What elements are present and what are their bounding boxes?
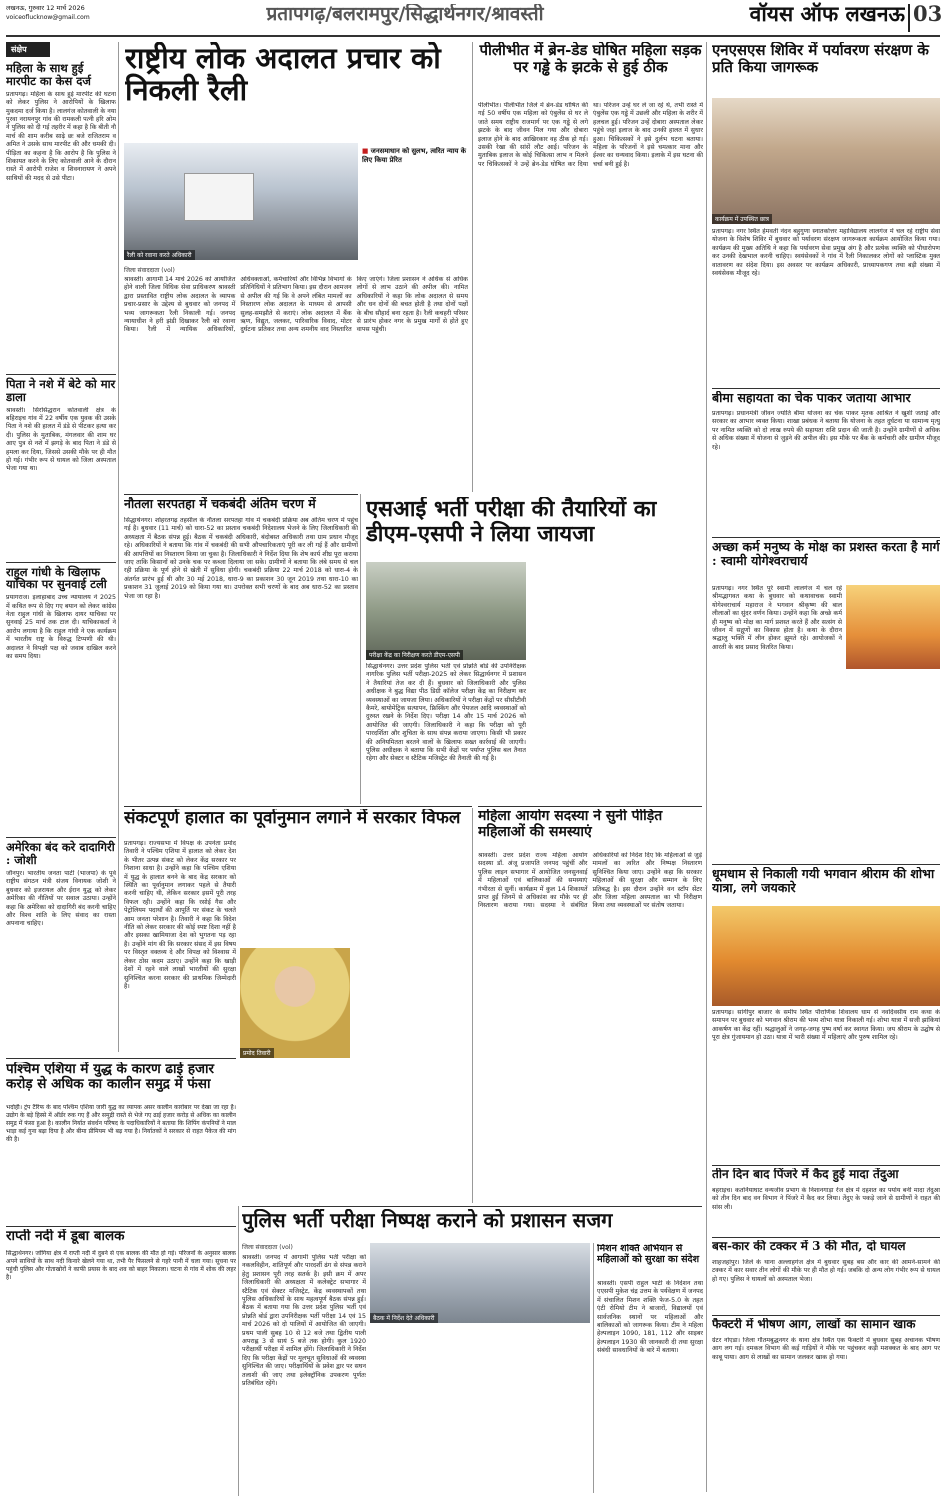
briefs-column [6,42,116,1055]
rally-photo [124,143,358,260]
police-text-cont [370,1326,590,1494]
brief-headline: पिता ने नशे में बेटे को मार डाला [6,376,116,404]
divider [124,494,358,495]
divider [712,864,940,865]
si-text: सिद्धार्थनगर। उत्तर प्रदेश पुलिस भर्ती एवं प्रोन्नति बोर्ड की उपनिरीक्षक नागरिक पुलिस भर्ती परीक्षा-2025 को लेकर सिद्धार्थनगर में प्रशासन ने तैयारियां तेज कर दी हैं। बुधवार को जिलाधिकारी और पुलिस अधीक्षक ने बुद्ध विद्या पीठ डिग्री कॉलेज परीक्षा केंद्र का निरीक्षण कर व्यवस्थाओं का जायजा लिया। अधिकारियों ने परीक्षा केंद्रों पर सीसीटीवी कैमरे, बायोमेट्रिक सत्यापन, फ्रिस्किंग और पेयजल आदि व्यवस्थाओं को दुरुस्त रखने के निर्देश दिए। परीक्षा 14 और 15 मार्च 2026 को आयोजित की जाएगी। जिलाधिकारी ने कहा कि परीक्षा को पूरी पारदर्शिता और शुचिता के साथ संपन्न कराया जाएगा। किसी भी प्रकार की अनियमितता बरतने वालों के खिलाफ सख्त कार्रवाई की जाएगी। पुलिस अधीक्षक ने बताया कि सभी केंद्रों पर पर्याप्त पुलिस बल तैनात रहेगा और सेक्टर व स्टैटिक मजिस्ट्रेट की तैनाती की गई है। [366,663,526,763]
crisis-text-cont [240,840,350,944]
rally-headline: राष्ट्रीय लोक अदालत प्रचार को निकली रैली [125,42,441,108]
nss-headline: एनएसएस शिविर में पर्यावरण संरक्षण के प्रति किया जागरूक [712,42,929,76]
column-rule [118,42,119,1052]
photo-caption: बैठक में निर्देश देते अधिकारी [370,1313,438,1323]
bus-text: शाहजहांपुर। जिले के थाना अल्लाहगंज क्षेत्र में बुधवार सुबह बस और कार की आमने-सामने की टक्कर में कार सवार तीन लोगों की मौके पर ही मौत हो गई। जबकि दो अन्य लोग गंभीर रूप से घायल हो गए। पुलिस ने घायलों को अस्पताल भेजा। [712,1259,940,1283]
column-rule [238,1206,239,1496]
rally-text: श्रावस्ती। आगामी 14 मार्च 2026 को आयोजित होने वाली जिला विधिक सेवा प्राधिकरण श्रावस्ती द्वारा प्रस्तावित राष्ट्रीय लोक अदालत के व्यापक प्रचार-प्रसार के उद्देश्य से बुधवार को जनपद में भव्य जागरूकता रैली निकाली गई। जनपद न्यायाधीश ने हरी झंडी दिखाकर रैली को रवाना किया। रैली में न्यायिक अधिकारियों, अधिवक्ताओं, कर्मचारियों और विभिन्न विभागों के प्रतिनिधियों ने प्रतिभाग किया। इस दौरान आमजन से अपील की गई कि वे अपने लंबित मामलों का निस्तारण लोक अदालत के माध्यम से आपसी सुलह-समझौते से कराएं। लोक अदालत में बैंक ऋण, विद्युत, जलकर, पारिवारिक विवाद, मोटर दुर्घटना प्रतिकर तथा अन्य शमनीय वाद निस्तारित किए जाएंगे। जिला प्रशासन ने अधिक से अधिक लोगों से लाभ उठाने की अपील की। नामित अधिकारियों ने कहा कि लोक अदालत से समय और धन दोनों की बचत होती है तथा दोनों पक्षों के बीच सौहार्द बना रहता है। रैली कचहरी परिसर से प्रारंभ होकर नगर के प्रमुख मार्गों से होते हुए वापस पहुंची। [124,276,468,334]
masthead-rule [6,35,940,37]
crisis-text-cont2 [354,840,468,1206]
divider [712,388,940,389]
divider [478,806,702,807]
brief-headline: महिला के साथ हुई मारपीट का केस दर्ज [6,61,91,88]
rally-dateline: जिला संवाददाता (vol) [124,267,175,274]
brand-name: वॉयस ऑफ लखनऊ [749,2,905,26]
mission-text: श्रावस्ती। एसपी राहुल भाटी के निर्देशन तथा एएसपी मुकेश चंद्र उत्तम के पर्यवेक्षण में जनपद में संचालित मिशन शक्ति फेज-5.0 के तहत एंटी रोमियो टीम ने बाजारों, विद्यालयों एवं सार्वजनिक स्थानों पर महिलाओं और बालिकाओं को जागरूक किया। टीम ने महिला हेल्पलाइन 1090, 181, 112 और साइबर हेल्पलाइन 1930 की जानकारी दी तथा सुरक्षा संबंधी सावधानियों के बारे में बताया। [597,1280,703,1355]
column-rule [593,1243,594,1493]
si-photo [366,562,526,660]
divider [6,562,116,563]
contact-email: voiceoflucknow@gmail.com [6,14,90,21]
west-asia-headline: पश्चिम एशिया में युद्ध के कारण ढाई हजार करोड़ से अधिक का कालीन समुद्र में फंसा [6,1062,215,1093]
shriram-photo [712,906,940,1006]
shriram-text: प्रतापगढ़। सांगीपुर बाजार के समीप स्थित पौराणिक शिवालय धाम से नवदिवसीय राम कथा के समापन पर बुधवार को भगवान श्रीराम की भव्य शोभा यात्रा निकाली गई। शोभा यात्रा में सजी झांकियां आकर्षण का केंद्र रहीं। श्रद्धालुओं ने जगह-जगह पुष्प वर्षा कर स्वागत किया। जय श्रीराम के उद्घोष से पूरा क्षेत्र गुंजायमान हो उठा। यात्रा में भारी संख्या में महिलाएं और पुरुष शामिल रहे। [712,1009,940,1042]
crisis-headline: संकटपूर्ण हालात का पूर्वानुमान लगाने में सरकार विफल [124,809,461,828]
crisis-text: प्रतापगढ़। राज्यसभा में विपक्ष के उपनेता प्रमोद तिवारी ने पश्चिम एशिया में हालात को लेकर देश के भीतर उत्पन्न संकट को लेकर केंद्र सरकार पर निशाना साधा है। उन्होंने कहा कि पश्चिम एशिया में युद्ध के हालात बनने के बाद केंद्र सरकार को स्थिति का पूर्वानुमान लगाकर पहले से तैयारी करनी चाहिए थी, लेकिन सरकार इसमें पूरी तरह विफल रही। उन्होंने कहा कि रसोई गैस और पेट्रोलियम पदार्थों की आपूर्ति पर संकट के चलते आम जनता परेशान है। तिवारी ने कहा कि विदेश नीति को लेकर सरकार की कोई स्पष्ट दिशा नहीं है और इसका खामियाजा देश को भुगतना पड़ रहा है। उन्होंने मांग की कि सरकार संसद में इस विषय पर विस्तृत वक्तव्य दे और विपक्ष को विश्वास में लेकर ठोस कदम उठाए। उन्होंने कहा कि खाड़ी देशों में रहने वाले लाखों भारतीयों की सुरक्षा सुनिश्चित करना सरकार की प्राथमिक जिम्मेदारी है। [124,840,236,990]
si-text-cont [530,562,702,803]
nss-text: प्रतापगढ़। नगर स्थित हेमवती नंदन बहुगुणा स्नातकोत्तर महाविद्यालय लालगंज में चल रहे राष्ट्रीय सेवा योजना के विशेष शिविर में बुधवार को पर्यावरण संरक्षण जागरूकता कार्यक्रम आयोजित किया गया। कार्यक्रम की मुख्य अतिथि ने कहा कि पर्यावरण सेवा प्रमुख अंग है और प्रत्येक व्यक्ति को पौधारोपण कर उनकी देखभाल करनी चाहिए। स्वयंसेवकों ने गांव में रैली निकालकर लोगों को प्लास्टिक मुक्त वातावरण का संदेश दिया। इस अवसर पर कार्यक्रम अधिकारी, प्राध्यापकगण तथा बड़ी संख्या में स्वयंसेवक मौजूद रहे। [712,228,940,278]
photo-caption: प्रमोद तिवारी [240,1048,274,1058]
mahila-text: श्रावस्ती। उत्तर प्रदेश राज्य महिला आयोग सदस्या डॉ. अंजू प्रजापति जनपद पहुंचीं और पुलिस लाइन सभागार में आयोजित जनसुनवाई में महिलाओं एवं बालिकाओं की समस्याएं गंभीरता से सुनीं। कार्यक्रम में कुल 14 शिकायतें प्राप्त हुईं जिनमें से अधिकांश का मौके पर ही निस्तारण कराया गया। सदस्या ने संबंधित अधिकारियों को निर्देश दिए कि महिलाओं से जुड़े मामलों का त्वरित और निष्पक्ष निस्तारण सुनिश्चित किया जाए। उन्होंने कहा कि सरकार महिलाओं की सुरक्षा और सम्मान के लिए प्रतिबद्ध है। इस दौरान उन्होंने वन स्टॉप सेंटर और जिला महिला अस्पताल का भी निरीक्षण किया तथा व्यवस्थाओं पर संतोष जताया। [478,852,702,910]
divider [6,1058,236,1059]
rapti-headline: राप्ती नदी में डूबा बालक [6,1229,125,1244]
si-headline: एसआई भर्ती परीक्षा की तैयारियों का डीएम-एसपी ने लिया जायजा [366,497,657,547]
tiwari-photo [240,948,350,1058]
police-text: श्रावस्ती। जनपद में आगामी पुलिस भर्ती परीक्षा को नकलविहीन, शांतिपूर्ण और पारदर्शी ढंग से संपन्न कराने हेतु प्रशासन पूरी तरह सतर्क है। इसी क्रम में अपर जिलाधिकारी की अध्यक्षता में कलेक्ट्रेट सभागार में स्टैटिक एवं सेक्टर मजिस्ट्रेट, केंद्र व्यवस्थापकों तथा पुलिस अधिकारियों के साथ महत्वपूर्ण बैठक संपन्न हुई। बैठक में बताया गया कि उत्तर प्रदेश पुलिस भर्ती एवं प्रोन्नति बोर्ड द्वारा उपनिरीक्षक भर्ती परीक्षा 14 एवं 15 मार्च 2026 को दो पालियों में आयोजित की जाएगी। प्रथम पाली सुबह 10 से 12 बजे तथा द्वितीय पाली अपराह्न 3 से सायं 5 बजे तक होगी। कुल 1920 परीक्षार्थी परीक्षा में शामिल होंगे। जिलाधिकारी ने निर्देश दिए कि परीक्षा केंद्रों पर मूलभूत सुविधाओं की व्यवस्था सुनिश्चित की जाए। परीक्षार्थियों के प्रवेश द्वार पर सघन तलाशी की जाए तथा इलेक्ट्रॉनिक उपकरण पूर्णतः प्रतिबंधित रहेंगे। [242,1254,366,1388]
bus-headline: बस-कार की टक्कर में 3 की मौत, दो घायल [712,1240,906,1253]
divider [712,1315,940,1316]
shriram-headline: धूमधाम से निकाली गयी भगवान श्रीराम की शोभा यात्रा, लगे जयकारे [712,867,935,895]
brief-headline: अमेरिका बंद करे दादागिरी : जोशी [6,840,115,868]
brief-text: जौनपुर। भारतीय जनता पार्टी (भाजपा) के पूर्व राष्ट्रीय संगठन मंत्री संजय विनायक जोशी ने बुधवार को इजरायल और ईरान युद्ध को लेकर अमेरिका की नीतियों पर सवाल उठाया। उन्होंने कहा कि अमेरिका को दादागिरी बंद करनी चाहिए और विश्व शांति के लिए संवाद का रास्ता अपनाना चाहिए। [6,870,116,928]
photo-caption: कार्यक्रम में उपस्थित छात्र [712,214,772,224]
column-rule [472,808,473,1203]
divider [712,537,940,538]
masthead-left [6,3,126,31]
west-asia-text: भदोही। ट्रंप टैरिफ के बाद पश्चिम एशिया जारी युद्ध का व्यापक असर कालीन कारोबार पर देखा जा रहा है। उद्योग के बड़े हिस्से में ऑर्डर रुक गए हैं और समुद्री रास्ते से भेजे गए ढाई हजार करोड़ से अधिक का कालीन समुद्र में फंसा हुआ है। कालीन निर्यात संवर्धन परिषद के पदाधिकारियों ने बताया कि शिपिंग कंपनियों ने माल भाड़ा कई गुना बढ़ा दिया है और बीमा प्रीमियम भी बढ़ गया है। निर्यातकों ने सरकार से राहत पैकेज की मांग की है। [6,1104,236,1143]
photo-caption: रैली को रवाना करते अधिकारी [124,250,195,260]
bijli-text: बहराइच। कतर्नियाघाट वन्यजीव प्रभाग के निशानगाड़ा रेंज क्षेत्र में दहशत का पर्याय बनी मादा तेंदुआ को तीन दिन बाद वन विभाग ने पिंजरे में कैद कर लिया। तेंदुए के पकड़े जाने से ग्रामीणों ने राहत की सांस ली। [712,1187,940,1211]
page-number: 03 [913,2,943,26]
divider [712,1237,940,1238]
mahila-headline: महिला आयोग सदस्या ने सुनी पीड़ित महिलाओं की समस्याएं [478,809,663,840]
edition-title: प्रतापगढ़/बलरामपुर/सिद्धार्थनगर/श्रावस्ती [266,4,544,25]
brief-headline: राहुल गांधी के खिलाफ याचिका पर सुनवाई टली [6,564,107,592]
vehicle-shape [184,173,254,221]
section-label: संक्षेप [6,42,50,57]
column-rule [360,494,361,804]
issue-date: लखनऊ, गुरुवार 12 मार्च 2026 [6,4,85,12]
divider [6,374,116,375]
police-headline: पुलिस भर्ती परीक्षा निष्पक्ष कराने को प्रशासन सजग [242,1209,613,1232]
brief-text: प्रतापगढ़। महिला के साथ हुई मारपीट की घटना को लेकर पुलिस ने आरोपियों के खिलाफ मुकदमा दर्ज किया है। लालगंज कोतवाली के नया पुरवा नरायनपुर गांव की रामकली पत्नी हरि ओम ने पुलिस को दी गई तहरीर में कहा है कि बीती नौ मार्च की शाम करीब साढ़े छः बजे राजितराम व अमित ने उसके साथ मारपीट की और धमकी दी। पीड़िता का कहना है कि आरोप है कि पुलिस ने शिकायत करने के लिए कोतवाली आने के दौरान रास्ते में आरोपी राजेश व शिवनारायण ने अपने साथियों की मदद से उसे पीटा। [6,90,116,182]
masthead-divider [908,4,910,32]
police-photo [370,1243,590,1323]
brief-text: प्रयागराज। इलाहाबाद उच्च न्यायालय ने 2025 में कथित रूप से दिए गए बयान को लेकर कांग्रेस नेता राहुल गांधी के खिलाफ दायर याचिका पर सुनवाई 25 मार्च तक टाल दी। याचिकाकर्ता ने आरोप लगाया है कि राहुल गांधी ने एक कार्यक्रम में भारतीय राष्ट्र के विरुद्ध टिप्पणी की थी। अदालत ने विपक्षी पक्ष को जवाब दाखिल करने का समय दिया। [6,594,116,661]
ashram-text-part1: प्रतापगढ़। नगर स्थित पूरे स्वामी लालगंज में चल रहे श्रीमद्भागवत कथा के बुधवार को कथावाचक स्वामी योगेश्वराचार्य महाराज ने भगवान श्रीकृष्ण की बाल लीलाओं का सुंदर वर्णन किया। उन्होंने कहा कि अच्छे कर्म ही मनुष्य को मोक्ष का मार्ग प्रशस्त करते हैं और सत्संग से जीवन में सद्गुणों का विकास होता है। कथा के दौरान श्रद्धालु भक्ति में लीन होकर झूमते रहे। आयोजकों ने आरती के बाद प्रसाद वितरित किया। [712,585,842,651]
column-rule [706,42,707,1492]
divider [242,1206,702,1207]
divider [6,837,116,838]
rally-side-note: ■ जनसमाधान को सुलभ, त्वरित न्याय के लिए किया प्रेरित [362,147,466,164]
chakbandi-headline: नौतला सरपतहा में चकबंदी अंतिम चरण में [124,497,316,511]
nss-photo [712,98,940,224]
pilibhit-headline: पीलीभीत में ब्रेन-डेड घोषित महिला सड़क पर गड्ढे के झटके से हुई ठीक [479,42,702,76]
column-rule [472,42,473,492]
ashram-headline: अच्छा कर्म मनुष्य के मोक्ष का प्रशस्त करता है मार्ग : स्वामी योगेश्वराचार्य [712,540,940,568]
rally-side-note-text: जनसमाधान को सुलभ, त्वरित न्याय के लिए किया प्रेरित [362,147,466,164]
divider [6,1226,236,1227]
chakbandi-text: सिद्धार्थनगर। शोहरतगढ़ तहसील के नौतला सरपतहा गांव में चकबंदी प्रक्रिया अब अंतिम चरण में पहुंच गई है। बुधवार (11 मार्च) को धारा-52 का प्रस्ताव चकबंदी निदेशालय भेजने के लिए जिलाधिकारी की अध्यक्षता में बैठक संपन्न हुई। बैठक में चकबंदी अधिकारी, बंदोबस्त अधिकारी तथा ग्राम प्रधान मौजूद रहे। अधिकारियों ने बताया कि गांव में चकबंदी की सभी औपचारिकताएं पूरी कर ली गई हैं और ग्रामीणों की आपत्तियों का निस्तारण किया जा चुका है। जिलाधिकारी ने निर्देश दिया कि शेष कार्य शीघ्र पूरा कराया जाए ताकि किसानों को उनके चक पर कब्जा दिलाया जा सके। ग्रामीणों ने बताया कि लंबे समय से चल रही प्रक्रिया के पूर्ण होने से खेती में सुविधा होगी। चकबंदी प्रक्रिया 22 मार्च 2018 को धारा-4 के अंतर्गत प्रारंभ हुई थी और 30 मई 2018, धारा-9 का प्रकाशन 30 जून 2019 तथा धारा-10 का प्रकाशन 31 जुलाई 2019 को किया गया था। उपरोक्त सभी चरणों के बाद अब धारा-52 का प्रस्ताव भेजा जा रहा है। [124,517,358,600]
photo-caption: परीक्षा केंद्र का निरीक्षण करते डीएम-एसपी [366,650,463,660]
brief-text: श्रावस्ती। सिरसिद्धरान कोतवाली क्षेत्र के बहिराइच गांव में 22 वर्षीय एक युवक की उसके पिता ने नशे की हालत में डंडे से पीटकर हत्या कर दी। पुलिस के मुताबिक, मंगलवार की शाम घर आए पुत्र से नशे में झगड़े के बाद पिता ने डंडे से हमला कर दिया, जिससे उसकी मौके पर ही मौत हो गई। गंभीर रूप से घायल को जिला अस्पताल भेजा गया था। [6,406,116,473]
police-dateline: जिला संवाददाता (vol) [242,1244,293,1251]
swami-photo [846,585,940,669]
divider [712,1165,940,1166]
rapti-text: सिद्धार्थनगर। जोगिया क्षेत्र में राप्ती नदी में दुबने से एक बालक की मौत हो गई। परिजनों के अनुसार बालक अपने साथियों के साथ नदी किनारे खेलने गया था, तभी पैर फिसलने से गहरे पानी में चला गया। सूचना पर पहुंची पुलिस और गोताखोरों ने काफी प्रयास के बाद शव को बाहर निकाला। घटना से गांव में शोक की लहर है। [6,1250,236,1281]
bima-headline: बीमा सहायता का चेक पाकर जताया आभार [712,391,911,405]
factory-headline: फैक्टरी में भीषण आग, लाखों का सामान खाक [712,1318,916,1331]
pilibhit-text: पीलीभीत। पीलीभीत जिले में ब्रेन-डेड घोषित की गई 50 वर्षीय एक महिला को एंबुलेंस से घर ले जाते समय राष्ट्रीय राजमार्ग पर एक गड्ढे से लगे झटके के बाद जीवन मिल गया और दोबारा इलाज होने के बाद आखिरकार वह ठीक हो गई। उसकी रेखा की सांसें लौट आईं। परिजन के मुताबिक इलाज के कोई चिकित्सा लाभ न मिलने पर चिकित्सकों ने उन्हें ब्रेन-डेड घोषित कर दिया था। परिजन उन्हें घर ले जा रहे थे, तभी रास्ते में एंबुलेंस एक गड्ढे में उछली और महिला के शरीर में हलचल हुई। परिजन उन्हें दोबारा अस्पताल लेकर पहुंचे जहां इलाज के बाद उनकी हालत में सुधार हुआ। चिकित्सकों ने इसे दुर्लभ घटना बताया। महिला के परिजनों ने इसे चमत्कार माना और ईश्वर का धन्यवाद किया। इलाके में इस घटना की चर्चा बनी हुई है। [478,102,703,168]
bijli-headline: तीन दिन बाद पिंजरे में कैद हुई मादा तेंदुआ [712,1168,899,1181]
bima-text: प्रतापगढ़। प्रधानमंत्री जीवन ज्योति बीमा योजना का चेक पाकर मृतक आश्रित ने खुशी जताई और सरकार का आभार व्यक्त किया। शाखा प्रबंधक ने बताया कि योजना के तहत दुर्घटना या सामान्य मृत्यु पर नामित व्यक्ति को दो लाख रुपये की सहायता राशि प्रदान की जाती है। उन्होंने ग्रामीणों से अधिक से अधिक संख्या में योजना से जुड़ने की अपील की। इस मौके पर बैंक के कर्मचारी और ग्रामीण मौजूद रहे। [712,410,940,451]
divider [124,806,472,807]
mission-headline: मिशन शक्ति अभियान से महिलाओं को सुरक्षा का संदेश [597,1244,700,1265]
factory-text: ग्रेटर नोएडा। जिला गौतमबुद्धनगर के थाना क्षेत्र स्थित एक फैक्टरी में बुधवार सुबह अचानक भीषण आग लग गई। दमकल विभाग की कई गाड़ियों ने मौके पर पहुंचकर कड़ी मशक्कत के बाद आग पर काबू पाया। आग से लाखों का सामान जलकर खाक हो गया। [712,1337,940,1361]
ashram-text-part2 [712,672,940,862]
